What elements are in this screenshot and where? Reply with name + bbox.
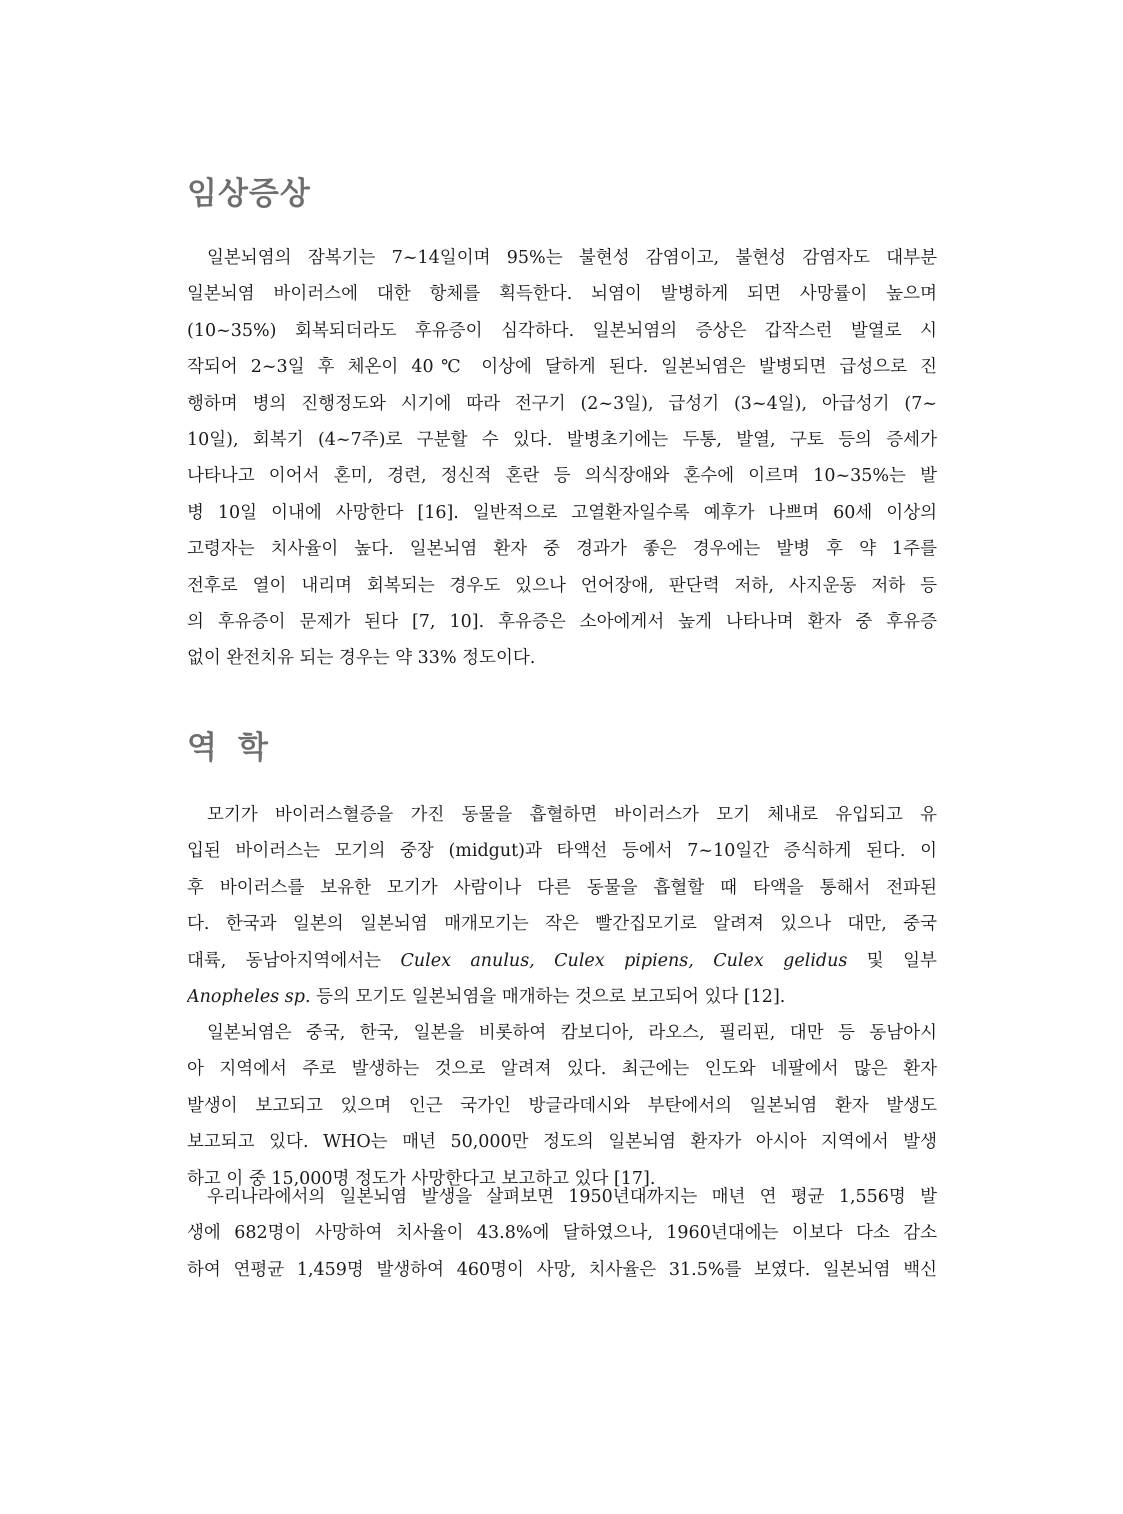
paragraph-line: 하고 이 중 15,000명 정도가 사망한다고 보고하고 있다 [17]. [187,1168,656,1189]
paragraph-line: 10일), 회복기 (4~7주)로 구분할 수 있다. 발병초기에는 두통, 발열, 구토 등의 증세가 [187,429,937,450]
paragraph-line: 의 후유증이 문제가 된다 [7, 10]. 후유증은 소아에게서 높게 나타나며 환자 중 후유증 [187,611,937,632]
paragraph-line: 고령자는 치사율이 높다. 일본뇌염 환자 중 경과가 좋은 경우에는 발병 후 약 1주를 [187,539,937,560]
species-name: Culex pipiens, [554,950,694,971]
species-name: Anopheles sp. [187,986,311,1007]
paragraph-line: 행하며 병의 진행정도와 시기에 따라 전구기 (2~3일), 급성기 (3~4일), 아급성기 (7~ [187,393,937,414]
paragraph-line: 나타나고 이어서 혼미, 경련, 정신적 혼란 등 의식장애와 혼수에 이르며 10~35%는 발 [187,466,937,487]
paragraph-line: 하여 연평균 1,459명 발생하여 460명이 사망, 치사율은 31.5%를 보였다. 일본뇌염 백신 [187,1259,937,1280]
paragraph-line: 우리나라에서의 일본뇌염 발생을 살펴보면 1950년대까지는 매년 연 평균 1,556명 발 [207,1187,937,1207]
paragraph-line: 다. 한국과 일본의 일본뇌염 매개모기는 작은 빨간집모기로 알려져 있으나 대만, 중국 [187,914,937,935]
paragraph-line: 작되어 2~3일 후 체온이 40℃ 이상에 달하게 된다. 일본뇌염은 발병되면 급성으로 진 [187,357,937,378]
section-title-part: 학 [237,730,269,766]
paragraph-line: 없이 완전치유 되는 경우는 약 33% 정도이다. [187,648,536,669]
paragraph-line: 일본뇌염 바이러스에 대한 항체를 획득한다. 뇌염이 발병하게 되면 사망률이 높으며 [187,284,937,305]
paragraph-line: 병 10일 이내에 사망한다 [16]. 일반적으로 고열환자일수록 예후가 나쁘며 60세 이상의 [187,502,937,523]
paragraph-line: 모기가 바이러스혈증을 가진 동물을 흡혈하면 바이러스가 모기 체내로 유입되고 유 [207,805,937,825]
paragraph-line: 발생이 보고되고 있으며 인근 국가인 방글라데시와 부탄에서의 일본뇌염 환자 발생도 [187,1095,937,1116]
epidemiology-paragraph-distribution [187,1015,937,1197]
paragraph-line: 보고되고 있다. WHO는 매년 50,000만 정도의 일본뇌염 환자가 아시아 지역에서 발생 [187,1132,937,1153]
line-text: 대륙, 동남아지역에서는 [187,950,401,971]
paragraph-line: 일본뇌염은 중국, 한국, 일본을 비롯하여 캄보디아, 라오스, 필리핀, 대만 등 동남아시 [207,1023,937,1043]
section-title-epidemiology [187,728,269,768]
paragraph-line: 일본뇌염의 잠복기는 7~14일이며 95%는 불현성 감염이고, 불현성 감염자도 대부분 [207,248,937,268]
line-text: 등의 모기도 일본뇌염을 매개하는 것으로 보고되어 있다 [12]. [310,986,786,1007]
paragraph-line: 생에 682명이 사망하여 치사율이 43.8%에 달하였으나, 1960년대에는 이보다 다소 감소 [187,1223,937,1244]
paragraph-line: 전후로 열이 내리며 회복되는 경우도 있으나 언어장애, 판단력 저하, 사지운동 저하 등 [187,575,937,596]
paragraph-line: 입된 바이러스는 모기의 중장 (midgut)과 타액선 등에서 7~10일간 증식하게 된다. 이 [187,841,937,862]
paragraph-line: (10~35%) 회복되더라도 후유증이 심각하다. 일본뇌염의 증상은 갑작스런 발열로 시 [187,320,937,341]
line-text: 및 일부 [866,950,937,971]
paragraph-line-vectors [187,979,937,1015]
species-name: Culex anulus, [400,950,535,971]
section-title-part: 역 [187,730,218,766]
section-title-clinical-symptoms: 임상증상 [187,176,311,212]
paragraph-line: 후 바이러스를 보유한 모기가 사람이나 다른 동물을 흡혈할 때 타액을 통해서 전파된 [187,877,937,898]
epidemiology-paragraph-korea [187,1179,937,1288]
paragraph-line: 아 지역에서 주로 발생하는 것으로 알려져 있다. 최근에는 인도와 네팔에서 많은 환자 [187,1059,937,1080]
epidemiology-paragraph-transmission [187,797,937,1015]
species-name: Culex gelidus [713,950,848,971]
paragraph-line-vectors [187,943,937,979]
clinical-symptoms-paragraph [187,240,937,677]
